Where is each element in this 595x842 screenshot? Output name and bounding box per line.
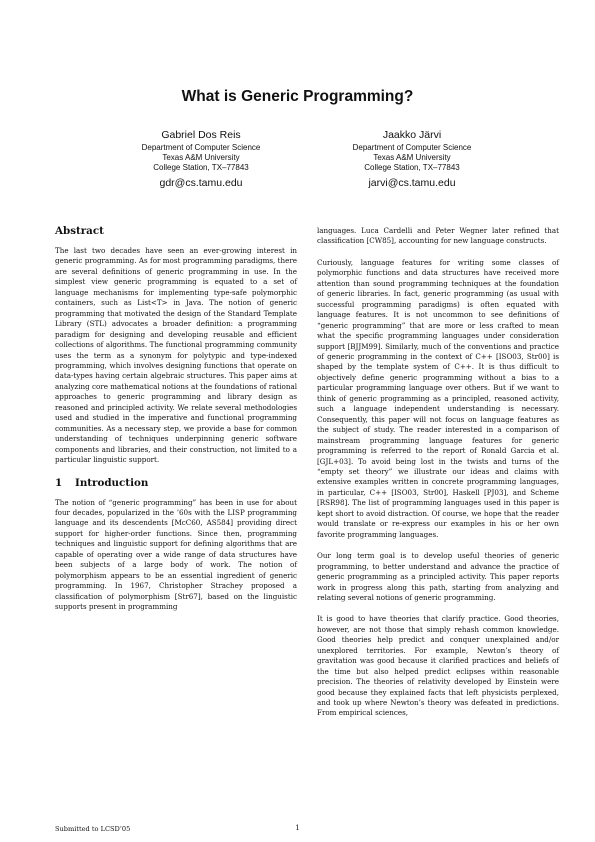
author-email: gdr@cs.tamu.edu <box>159 177 243 189</box>
paragraph: languages. Luca Cardelli and Peter Wegner later refined that classification [CW85], accounting for new language constructs. <box>317 226 559 246</box>
author-university: Texas A&M University <box>373 153 451 162</box>
paragraph: The notion of “generic programming” has been in use for about four decades, popularized in the ’60s with the LISP programming language and its descendents [McC60, AS584] providing direct support for higher-order functions. Since then, programming techniques and linguistic support for defining algorithms that are capable of operating over a wide range of data structures have been subjects of a large body of work. The notion of polymorphism appears to be an essential ingredient of generic programming. In 1967, Christopher Strachey proposed a classification of polymorphism [Str67], based on the linguistic supports present in programming <box>55 497 297 612</box>
left-column <box>55 225 297 624</box>
abstract-heading: Abstract <box>55 225 104 237</box>
right-column <box>317 226 559 730</box>
author-location: College Station, TX–77843 <box>364 163 460 172</box>
author-university: Texas A&M University <box>162 153 240 162</box>
author-block-2 <box>312 129 512 190</box>
paragraph: It is good to have theories that clarify practice. Good theories, however, are not those that simply rehash common knowledge. Good theories help predict and conquer unexplained and/or unexplored territories. For example, Newton’s theory of gravitation was good because it clarified practices and beliefs of the time but also helped predict eclipses within reasonable precision. The theories of relativity developed by Einstein were good because they explained facts that left physicists perplexed, and took up where Newton’s theory was defeated in predictions. From empirical sciences, <box>317 614 559 718</box>
paragraph: Our long term goal is to develop useful theories of generic programming, to better understand and advance the practice of generic programming as a principled activity. This paper reports work in progress along this path, starting from analyzing and relating several notions of generic programming. <box>317 551 559 602</box>
abstract-text: The last two decades have seen an ever-growing interest in generic programming. As for most programming paradigms, there are several definitions of generic programming in use. In the simplest view generic programming is equated to a set of language mechanisms for implementing type-safe polymorphic containers, such as List<T> in Java. The notion of generic programming that motivated the design of the Standard Template Library (STL) advocates a broader definition: a programming paradigm for designing and developing reusable and efficient collections of algorithms. The functional programming community uses the term as a synonym for polytypic and type-indexed programming, which involves designing functions that operate on data-types having certain algebraic structures. This paper aims at analyzing core mathematical notions at the foundations of rational approaches to generic programming and library design as reasoned and principled activity. We relate several methodologies used and studied in the imperative and functional programming communities. As a necessary step, we provide a base for common understanding of techniques underpinning generic software components and libraries, and their construction, not limited to a particular linguistic support. <box>55 246 297 465</box>
author-name: Gabriel Dos Reis <box>161 129 241 141</box>
submission-note: Submitted to LCSD’05 <box>55 825 131 833</box>
paragraph: Curiously, language features for writing some classes of polymorphic functions and data structures have received more attention than sound programming techniques at the foundation of generic libraries. In fact, generic programming (as usual with successful programming paradigms) is often equated with language features. It is not uncommon to see definitions of “generic programming” that are more or less crafted to mean what the specific programming languages under consideration support [BJJM99]. Similarly, much of the conventions and practice of generic programming in the context of C++ [ISO03, Str00] is shaped by the template system of C++. It is thus difficult to objectively define generic programming without a bias to a particular programming language over others. But if we want to think of generic programming as a principled, reasoned activity, such a language independent understanding is necessary. Consequently, this paper will not focus on language features as the subject of study. The reader interested in a comparison of mainstream programming language features for generic programming is referred to the report of Ronald Garcia et al. [GJL+03]. To avoid being lost in the twists and turns of the “empty set theory” we illustrate our ideas and claims with extensive examples written in concrete programming languages, in particular, C++ [ISO03, Str00], Haskell [PJ03], and Scheme [RSR98]. The list of programming languages used in this paper is kept short to avoid distraction. Of course, we hope that the reader would translate or re-express our examples in his or her own favorite programming languages. <box>317 257 559 539</box>
section-number: 1 <box>55 476 63 489</box>
author-block-1 <box>101 129 301 190</box>
author-department: Department of Computer Science <box>141 143 261 152</box>
page-number: 1 <box>295 824 300 832</box>
section-heading <box>55 477 297 490</box>
author-location: College Station, TX–77843 <box>153 163 249 172</box>
author-department: Department of Computer Science <box>352 143 472 152</box>
paper-title: What is Generic Programming? <box>181 88 414 105</box>
author-email: jarvi@cs.tamu.edu <box>368 177 456 189</box>
author-name: Jaakko Järvi <box>382 129 442 141</box>
section-title: Introduction <box>75 476 149 489</box>
